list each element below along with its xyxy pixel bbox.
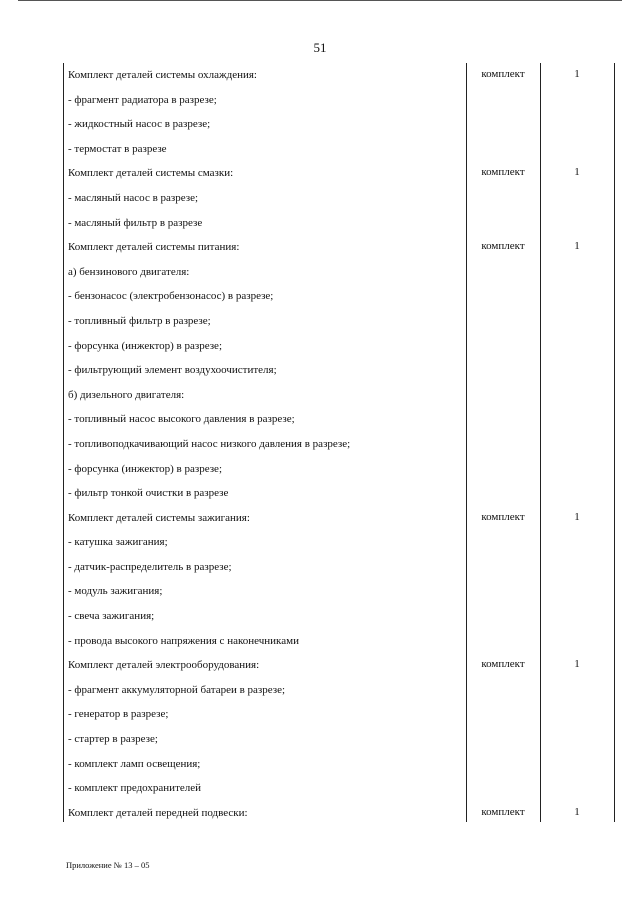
row-description: Комплект деталей системы смазки: bbox=[68, 167, 234, 180]
table-row bbox=[63, 112, 614, 137]
row-description: - фрагмент радиатора в разрезе; bbox=[68, 93, 217, 106]
row-description: - топливный фильтр в разрезе; bbox=[68, 314, 211, 327]
row-description: - фрагмент аккумуляторной батареи в разрезе; bbox=[68, 683, 286, 696]
table-row bbox=[63, 629, 614, 654]
row-description: Комплект деталей передней подвески: bbox=[68, 806, 248, 819]
row-unit: комплект bbox=[481, 805, 525, 818]
row-description: Комплект деталей электрооборудования: bbox=[68, 659, 260, 672]
table-right-border bbox=[614, 63, 615, 822]
table-row bbox=[63, 776, 614, 801]
row-unit: комплект bbox=[481, 510, 525, 523]
row-description: - датчик-распределитель в разрезе; bbox=[68, 560, 232, 573]
row-quantity: 1 bbox=[574, 805, 580, 818]
table-row bbox=[63, 211, 614, 236]
table-row bbox=[63, 383, 614, 408]
table-row bbox=[63, 752, 614, 777]
row-description: - масляный фильтр в разрезе bbox=[68, 216, 203, 229]
row-description: - фильтр тонкой очистки в разрезе bbox=[68, 487, 229, 500]
row-description: - топливоподкачивающий насос низкого давления в разрезе; bbox=[68, 437, 351, 450]
row-description: - форсунка (инжектор) в разрезе; bbox=[68, 339, 222, 352]
table-row bbox=[63, 604, 614, 629]
row-quantity: 1 bbox=[574, 240, 580, 253]
table-row bbox=[63, 63, 614, 88]
table-row bbox=[63, 358, 614, 383]
table-row bbox=[63, 88, 614, 113]
row-description: Комплект деталей системы питания: bbox=[68, 241, 240, 254]
table-row bbox=[63, 432, 614, 457]
row-description: - комплект ламп освещения; bbox=[68, 757, 201, 770]
row-description: - жидкостный насос в разрезе; bbox=[68, 118, 211, 131]
row-description: - катушка зажигания; bbox=[68, 536, 168, 549]
row-description: - стартер в разрезе; bbox=[68, 733, 158, 746]
row-description: Комплект деталей системы охлаждения: bbox=[68, 69, 257, 81]
table-row bbox=[63, 653, 614, 678]
row-quantity: 1 bbox=[574, 68, 580, 80]
row-description: б) дизельного двигателя: bbox=[68, 388, 185, 401]
table-row bbox=[63, 481, 614, 506]
row-description: Комплект деталей системы зажигания: bbox=[68, 511, 250, 524]
row-unit: комплект bbox=[481, 166, 525, 179]
table-row bbox=[63, 334, 614, 359]
row-quantity: 1 bbox=[574, 510, 580, 523]
row-description: - фильтрующий элемент воздухоочистителя; bbox=[68, 364, 277, 377]
row-description: - комплект предохранителей bbox=[68, 782, 202, 795]
row-quantity: 1 bbox=[574, 658, 580, 671]
table-row bbox=[63, 702, 614, 727]
table-row bbox=[63, 161, 614, 186]
row-description: - свеча зажигания; bbox=[68, 610, 155, 623]
row-description: - масляный насос в разрезе; bbox=[68, 191, 199, 204]
table-row bbox=[63, 309, 614, 334]
row-description: - термостат в разрезе bbox=[68, 142, 167, 155]
table-row bbox=[63, 727, 614, 752]
row-unit: комплект bbox=[481, 240, 525, 253]
table-row bbox=[63, 260, 614, 285]
table-row bbox=[63, 284, 614, 309]
page-number: 51 bbox=[313, 40, 327, 55]
table-rows bbox=[63, 63, 614, 825]
table-row bbox=[63, 137, 614, 162]
row-quantity: 1 bbox=[574, 166, 580, 179]
table-row bbox=[63, 457, 614, 482]
top-border-line bbox=[18, 0, 622, 1]
footer-appendix-label: Приложение № 13 – 05 bbox=[66, 860, 150, 870]
row-description: а) бензинового двигателя: bbox=[68, 265, 190, 278]
row-description: - топливный насос высокого давления в разрезе; bbox=[68, 413, 295, 426]
row-unit: комплект bbox=[481, 658, 525, 671]
table-row bbox=[63, 186, 614, 211]
row-description: - генератор в разрезе; bbox=[68, 708, 169, 721]
table-row bbox=[63, 579, 614, 604]
table-row bbox=[63, 555, 614, 580]
row-description: - модуль зажигания; bbox=[68, 585, 163, 598]
row-description: - бензонасос (электробензонасос) в разрезе; bbox=[68, 290, 274, 303]
table-row bbox=[63, 678, 614, 703]
row-description: - форсунка (инжектор) в разрезе; bbox=[68, 462, 222, 475]
table-row bbox=[63, 407, 614, 432]
row-description: - провода высокого напряжения с наконечниками bbox=[68, 634, 299, 647]
row-unit: комплект bbox=[481, 68, 525, 80]
table-row bbox=[63, 801, 614, 826]
table-row bbox=[63, 506, 614, 531]
table-row bbox=[63, 530, 614, 555]
table-row bbox=[63, 235, 614, 260]
